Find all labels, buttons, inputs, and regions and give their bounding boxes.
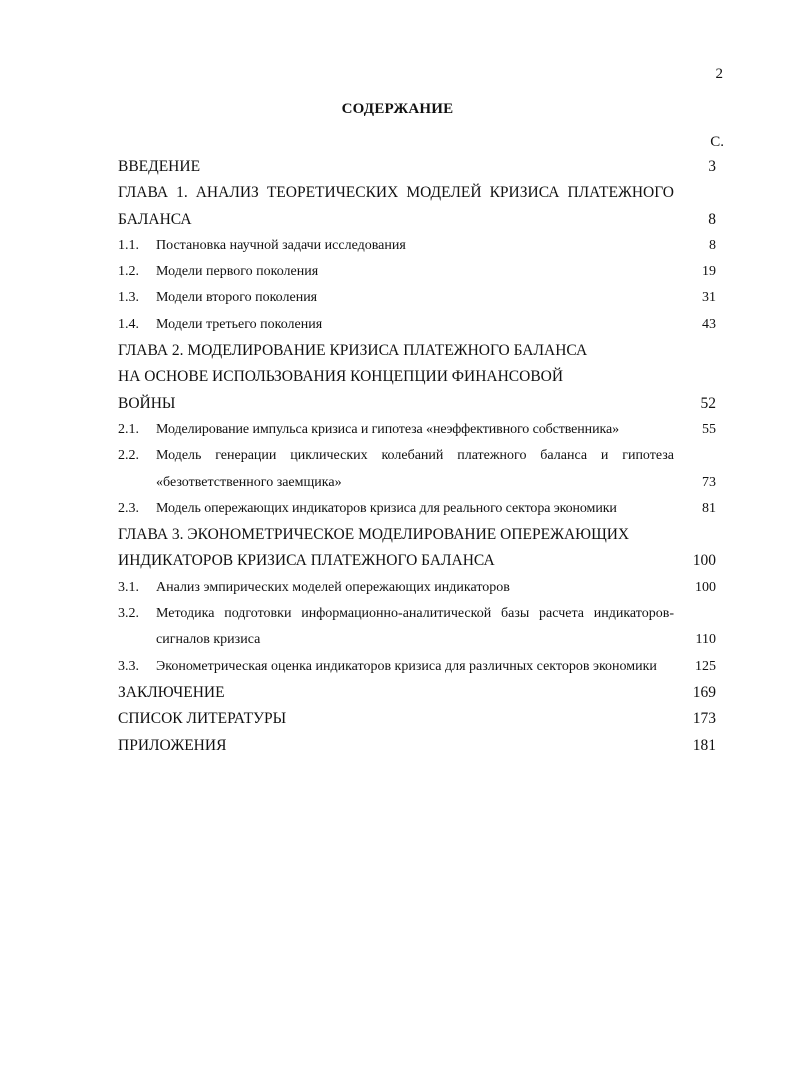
toc-entry-page: 125 [695, 658, 716, 674]
toc-entry-page: 81 [702, 500, 716, 516]
toc-entry-number: 3.1. [118, 579, 139, 595]
toc-entry-number: 1.4. [118, 316, 139, 332]
toc-entry-number: 2.1. [118, 421, 139, 437]
toc-entry-text: Постановка научной задачи исследования [156, 237, 406, 253]
toc-entry-text: Модели третьего поколения [156, 316, 323, 332]
toc-entry-introduction[interactable] [118, 154, 722, 180]
toc-entry-chapter-3[interactable] [118, 522, 722, 575]
toc-entry-text: ВВЕДЕНИЕ [118, 158, 201, 175]
toc-entry-number: 2.3. [118, 500, 139, 516]
toc-entry-page: 100 [695, 579, 716, 595]
toc-entry-text: ГЛАВА 1. АНАЛИЗ ТЕОРЕТИЧЕСКИХ МОДЕЛЕЙ КРИЗИСА ПЛАТЕЖНОГО БАЛАНСА [118, 184, 674, 228]
table-of-contents [118, 154, 722, 759]
toc-entry-number: 1.1. [118, 237, 139, 253]
toc-entry-page: 31 [702, 290, 716, 306]
toc-entry-3-2[interactable] [118, 601, 722, 654]
page-title: СОДЕРЖАНИЕ [341, 101, 454, 117]
toc-entry-text: Модели второго поколения [156, 290, 318, 306]
toc-entry-page: 110 [695, 632, 716, 648]
toc-entry-3-1[interactable] [118, 575, 722, 601]
toc-entry-references[interactable] [118, 706, 722, 732]
toc-entry-1-3[interactable] [118, 285, 722, 311]
toc-entry-text: ПРИЛОЖЕНИЯ [118, 736, 227, 754]
toc-entry-text: Методика подготовки информационно-аналитической базы расчета индикаторов-сигналов кризиса [156, 606, 674, 648]
toc-entry-page: 52 [700, 394, 716, 412]
page-number: 2 [715, 66, 723, 82]
toc-entry-2-2[interactable] [118, 443, 722, 496]
toc-entry-text: Модели первого поколения [156, 264, 319, 280]
toc-entry-text: Модель генерации циклических колебаний платежного баланса и гипотеза «безответственного заемщика» [156, 448, 674, 490]
toc-entry-text: ГЛАВА 2. МОДЕЛИРОВАНИЕ КРИЗИСА ПЛАТЕЖНОГО БАЛАНСА НА ОСНОВЕ ИСПОЛЬЗОВАНИЯ КОНЦЕПЦИИ ФИНАНСОВОЙ ВОЙНЫ [118, 342, 588, 412]
toc-entry-text: СПИСОК ЛИТЕРАТУРЫ [118, 710, 287, 728]
toc-entry-number: 1.3. [118, 290, 139, 306]
toc-entry-page: 100 [692, 552, 716, 570]
page-column-header: С. [710, 134, 724, 150]
toc-entry-text: Моделирование импульса кризиса и гипотеза «неэффективного собственника» [156, 421, 619, 437]
toc-entry-page: 73 [702, 474, 716, 490]
toc-entry-appendices[interactable] [118, 733, 722, 759]
toc-entry-page: 43 [702, 316, 716, 332]
toc-entry-page: 169 [692, 683, 716, 701]
toc-entry-page: 3 [708, 158, 716, 175]
toc-entry-number: 1.2. [118, 264, 139, 280]
toc-entry-number: 3.3. [118, 658, 139, 674]
toc-entry-chapter-1[interactable] [118, 180, 722, 233]
toc-entry-text: ЗАКЛЮЧЕНИЕ [118, 683, 225, 701]
toc-entry-page: 8 [708, 210, 716, 228]
toc-entry-3-3[interactable] [118, 654, 722, 680]
toc-entry-text: ГЛАВА 3. ЭКОНОМЕТРИЧЕСКОЕ МОДЕЛИРОВАНИЕ ОПЕРЕЖАЮЩИХ ИНДИКАТОРОВ КРИЗИСА ПЛАТЕЖНОГО БАЛАНСА [118, 526, 630, 570]
toc-entry-chapter-2[interactable] [118, 338, 722, 417]
toc-entry-page: 19 [702, 264, 716, 280]
toc-entry-page: 173 [692, 710, 716, 728]
toc-entry-1-4[interactable] [118, 312, 722, 338]
toc-entry-page: 8 [709, 237, 716, 253]
toc-entry-2-3[interactable] [118, 496, 722, 522]
toc-entry-1-1[interactable] [118, 233, 722, 259]
toc-entry-page: 55 [702, 421, 716, 437]
toc-entry-number: 2.2. [118, 448, 139, 464]
toc-entry-text: Эконометрическая оценка индикаторов кризиса для различных секторов экономики [156, 658, 657, 674]
toc-entry-text: Анализ эмпирических моделей опережающих индикаторов [156, 579, 510, 595]
toc-entry-text: Модель опережающих индикаторов кризиса для реального сектора экономики [156, 500, 617, 516]
toc-entry-conclusion[interactable] [118, 680, 722, 706]
toc-entry-page: 181 [692, 736, 716, 754]
toc-entry-1-2[interactable] [118, 259, 722, 285]
toc-entry-2-1[interactable] [118, 417, 722, 443]
toc-entry-number: 3.2. [118, 606, 139, 622]
